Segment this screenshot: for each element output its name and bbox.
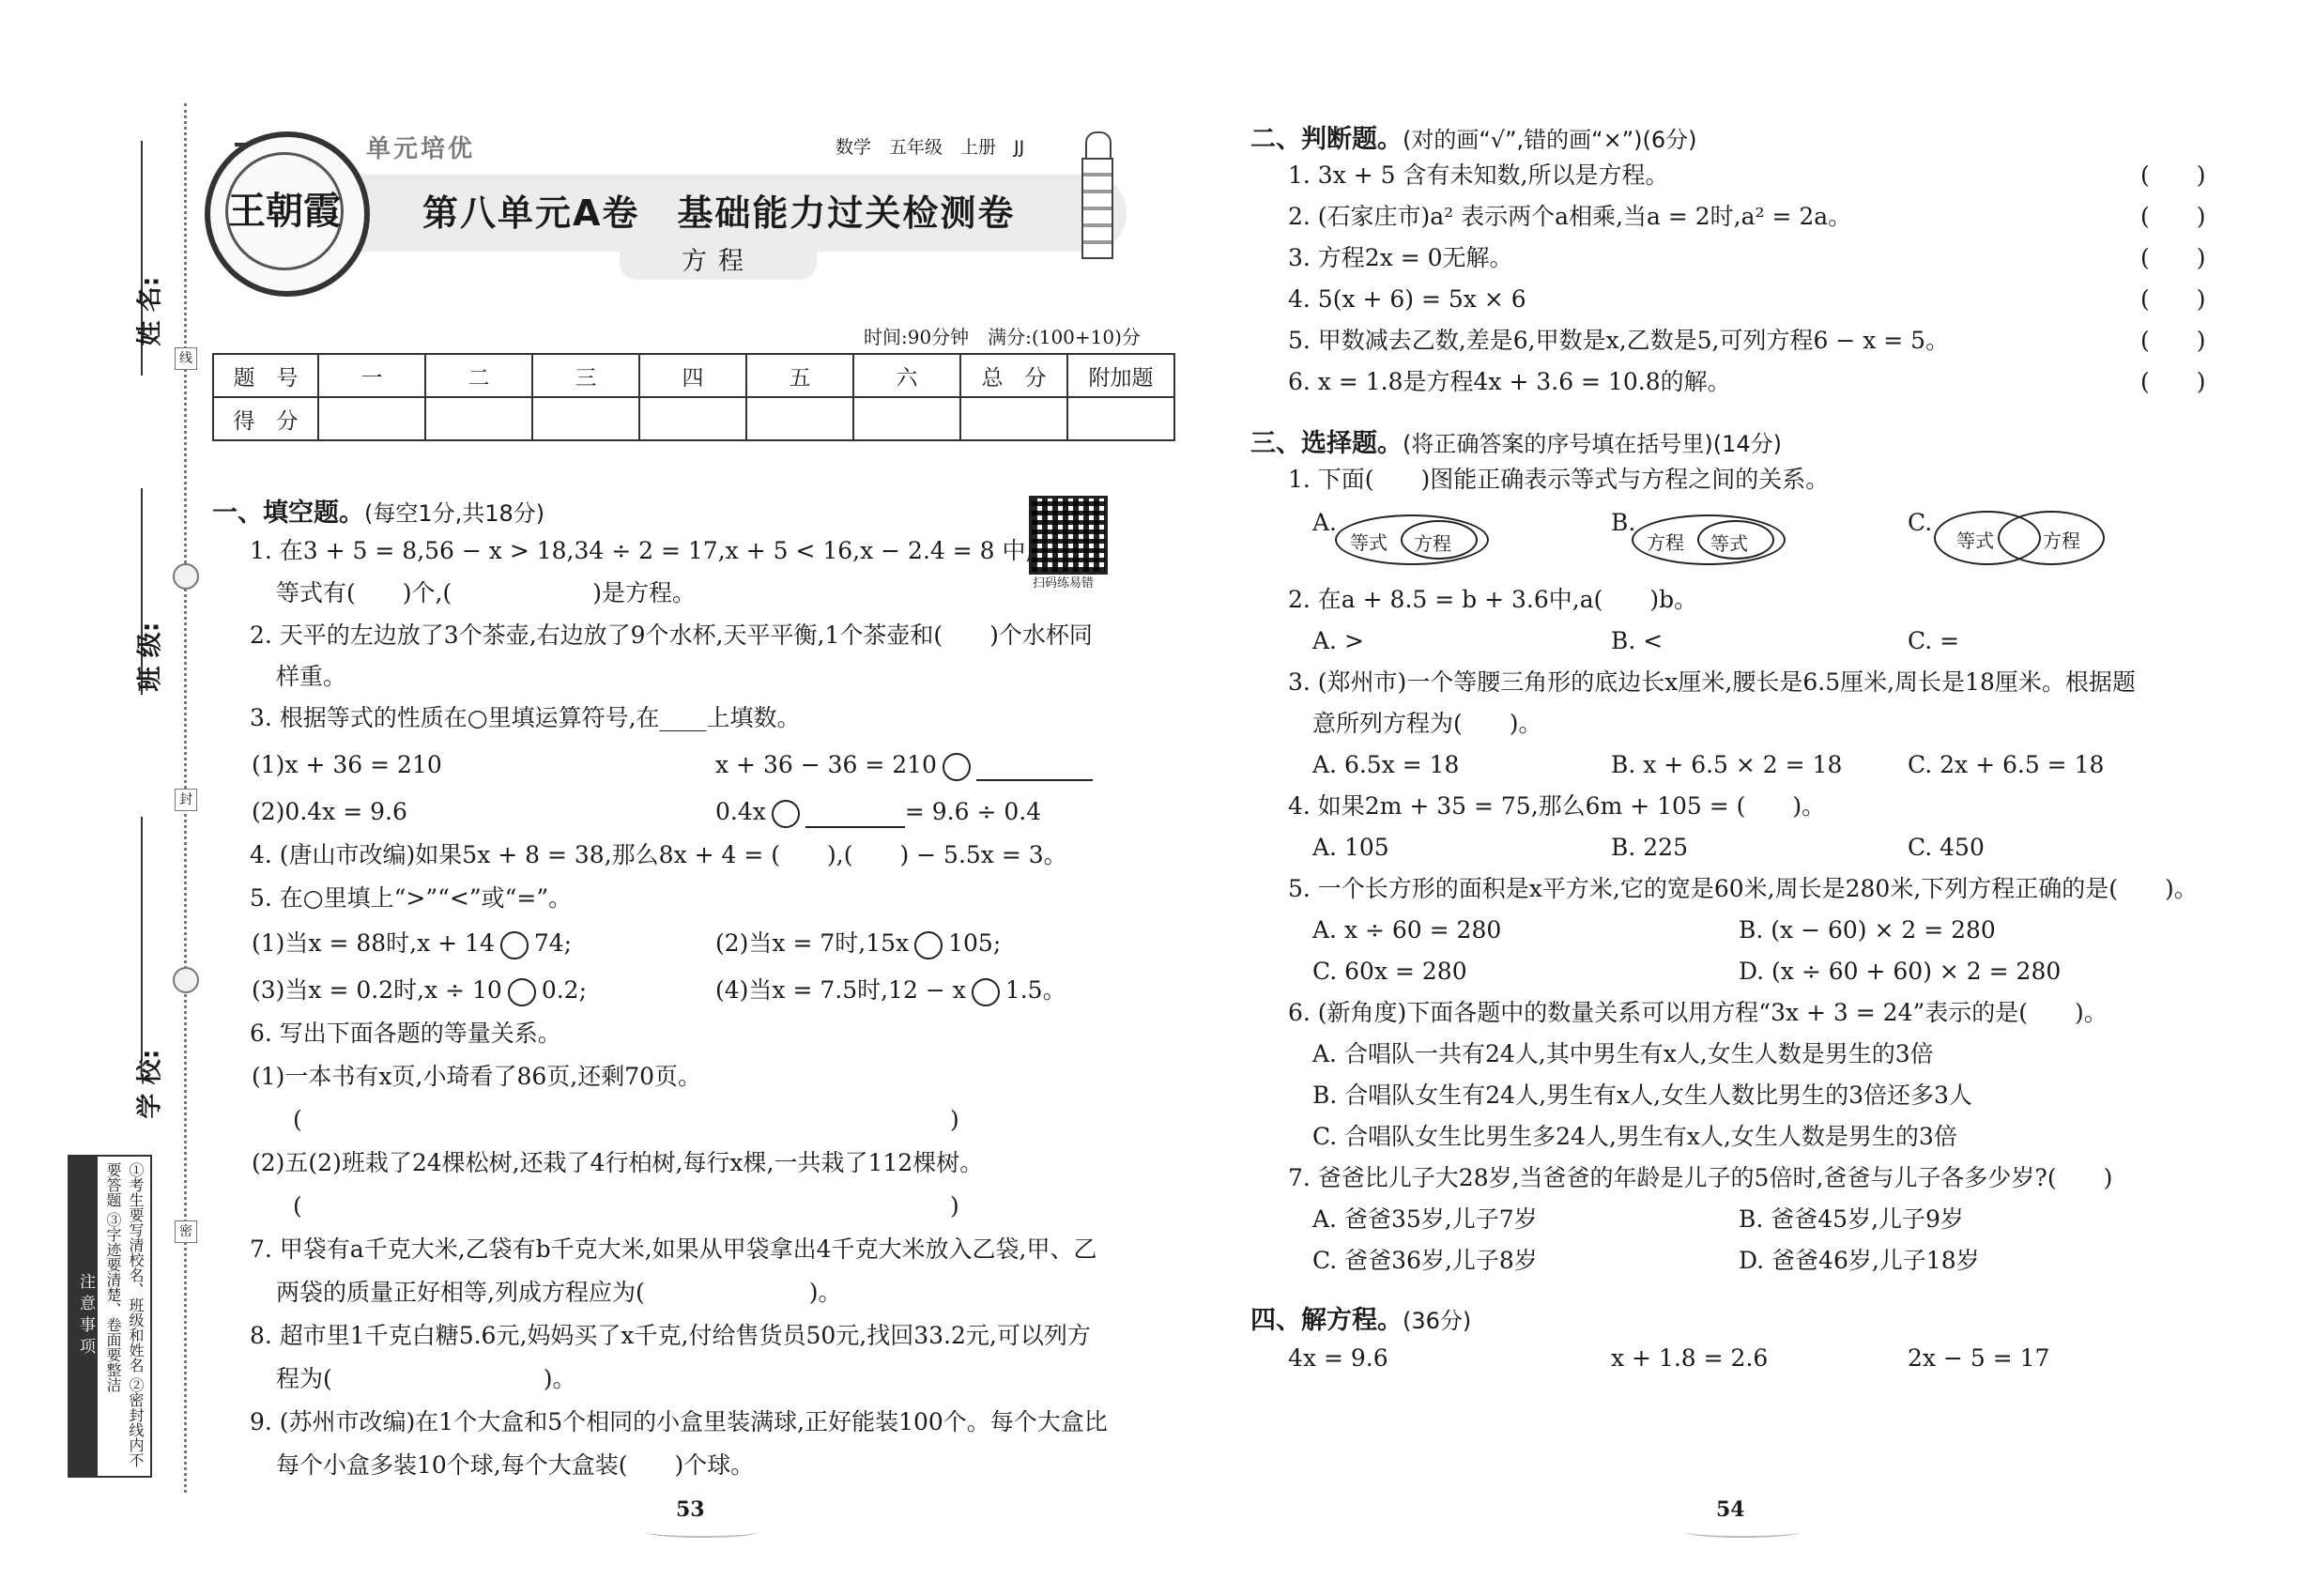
q9-line2: 每个小盒多装10个球,每个大盒装( )个球。 — [276, 1451, 755, 1479]
score-row-label: 得 分 — [213, 397, 318, 440]
q4-line: 4. (唐山市改编)如果5x + 8 = 38,那么8x + 4 = ( ),( ) − 5.5x = 3。 — [250, 841, 1067, 868]
qr-code[interactable] — [1029, 496, 1108, 575]
choice-q6: 6. (新角度)下面各题中的数量关系可以用方程“3x + 3 = 24”表示的是( )。 — [1288, 999, 2108, 1026]
answer-paren-close: ) — [950, 1192, 959, 1220]
judge-answer-6[interactable]: ( ) — [2140, 368, 2206, 395]
q3-1-left: (1)x + 36 = 210 — [252, 751, 442, 778]
q2-line1: 2. 天平的左边放了3个茶壶,右边放了9个水杯,天平平衡,1个茶壶和( )个水杯同 — [250, 622, 1093, 649]
section3-title: 三、选择题。(将正确答案的序号填在括号里)(14分) — [1250, 429, 1782, 458]
logo — [205, 131, 370, 297]
choice-q4-opt-c[interactable]: C. 450 — [1908, 834, 1985, 861]
answer-paren-open[interactable]: ( — [293, 1192, 302, 1220]
choice-q2-opt-a[interactable]: A. > — [1312, 627, 1364, 654]
choice-q2-opt-c[interactable]: C. = — [1908, 627, 1960, 654]
class-label: 班 级: — [135, 622, 165, 692]
answer-paren-close: ) — [950, 1106, 959, 1133]
equation-1: 4x = 9.6 — [1288, 1344, 1388, 1372]
score-col: 五 — [746, 354, 853, 397]
section4-title: 四、解方程。(36分) — [1250, 1306, 1472, 1335]
choice-q2: 2. 在a + 8.5 = b + 3.6中,a( )b。 — [1288, 586, 1698, 613]
name-label: 姓 名: — [135, 276, 165, 346]
answer-circle[interactable] — [943, 753, 971, 781]
section1-title: 一、填空题。(每空1分,共18分) — [212, 499, 545, 528]
score-col: 六 — [853, 354, 960, 397]
venn-c-right: 方程 — [1998, 511, 2105, 565]
judge-item-3: 3. 方程2x = 0无解。 — [1288, 244, 1513, 271]
binding-hole-bottom — [173, 967, 199, 993]
choice-q7-opt-d[interactable]: D. 爸爸46岁,儿子18岁 — [1739, 1247, 1980, 1274]
page-number-right: 54 — [1716, 1497, 1745, 1522]
series-label: 单元培优 — [366, 135, 476, 163]
venn-b-inner: 等式 — [1697, 520, 1774, 560]
q5-2: (2)当x = 7时,15x 105; — [715, 928, 1001, 959]
q8-line2: 程为( )。 — [276, 1365, 576, 1392]
school-label: 学 校: — [135, 1049, 165, 1119]
choice-q3-opt-b[interactable]: B. x + 6.5 × 2 = 18 — [1611, 751, 1843, 778]
choice-q1: 1. 下面( )图能正确表示等式与方程之间的关系。 — [1288, 466, 1830, 493]
choice-q5-opt-c[interactable]: C. 60x = 280 — [1312, 958, 1467, 985]
judge-item-6: 6. x = 1.8是方程4x + 3.6 = 10.8的解。 — [1288, 368, 1731, 395]
q3-1-right: x + 36 − 36 = 210 — [715, 749, 1093, 781]
equation-2: x + 1.8 = 2.6 — [1611, 1344, 1769, 1372]
q3-line: 3. 根据等式的性质在○里填运算符号,在____上填数。 — [250, 704, 801, 731]
judge-item-5: 5. 甲数减去乙数,差是6,甲数是x,乙数是5,可列方程6 − x = 5。 — [1288, 327, 1950, 354]
school-field-line — [141, 817, 143, 1061]
score-cell[interactable] — [1067, 397, 1174, 440]
lighthouse-icon — [1078, 131, 1115, 257]
q1-line1: 1. 在3 + 5 = 8,56 − x > 18,34 ÷ 2 = 17,x + 5 < 16,x − 2.4 = 8 中, — [250, 537, 1034, 564]
q9-line1: 9. (苏州市改编)在1个大盒和5个相同的小盒里装满球,正好能装100个。每个大盒比 — [250, 1408, 1108, 1435]
choice-q4: 4. 如果2m + 35 = 75,那么6m + 105 = ( )。 — [1288, 792, 1826, 820]
score-header-label: 题 号 — [213, 354, 318, 397]
section2-title: 二、判断题。(对的画“√”,错的画“×”)(6分) — [1250, 125, 1697, 154]
choice-q1-opt-a[interactable]: A. — [1312, 509, 1338, 536]
choice-q4-opt-a[interactable]: A. 105 — [1312, 834, 1389, 861]
score-cell[interactable] — [639, 397, 746, 440]
choice-q2-opt-b[interactable]: B. < — [1611, 627, 1664, 654]
judge-answer-3[interactable]: ( ) — [2140, 244, 2206, 271]
choice-q5-opt-b[interactable]: B. (x − 60) × 2 = 280 — [1739, 916, 1996, 944]
judge-item-2: 2. (石家庄市)a² 表示两个a相乘,当a = 2时,a² = 2a。 — [1288, 203, 1852, 230]
choice-q7-opt-a[interactable]: A. 爸爸35岁,儿子7岁 — [1312, 1205, 1538, 1233]
choice-q1-opt-b[interactable]: B. — [1611, 509, 1636, 536]
answer-circle[interactable] — [972, 978, 1000, 1006]
qr-label: 扫码练易错 — [1033, 576, 1095, 591]
score-col: 总 分 — [960, 354, 1067, 397]
q6-2: (2)五(2)班栽了24棵松树,还栽了4行柏树,每行x棵,一共栽了112棵树。 — [252, 1149, 984, 1176]
venn-a-outer: 等式 — [1335, 514, 1489, 565]
seal-char-seal: 封 — [175, 789, 197, 811]
page-title: 第八单元A卷 基础能力过关检测卷 — [422, 192, 1016, 234]
judge-answer-2[interactable]: ( ) — [2140, 203, 2206, 230]
q5-line: 5. 在○里填上“>”“<”或“=”。 — [250, 884, 573, 912]
choice-q5-opt-a[interactable]: A. x ÷ 60 = 280 — [1312, 916, 1502, 944]
q5-3: (3)当x = 0.2时,x ÷ 10 0.2; — [252, 974, 587, 1006]
judge-answer-1[interactable]: ( ) — [2140, 161, 2206, 189]
q6-1: (1)一本书有x页,小琦看了86页,还剩70页。 — [252, 1063, 702, 1090]
answer-paren-open[interactable]: ( — [293, 1106, 302, 1133]
q1-line2: 等式有( )个,( )是方程。 — [276, 579, 696, 606]
q6-line: 6. 写出下面各题的等量关系。 — [250, 1020, 561, 1047]
score-cell[interactable] — [532, 397, 639, 440]
q2-line2: 样重。 — [276, 663, 347, 690]
notes-box — [68, 1155, 152, 1478]
score-cell[interactable] — [960, 397, 1067, 440]
score-cell[interactable] — [318, 397, 425, 440]
q7-line2: 两袋的质量正好相等,列成方程应为( )。 — [276, 1279, 842, 1306]
equation-3: 2x − 5 = 17 — [1908, 1344, 2050, 1372]
choice-q6-opt-b[interactable]: B. 合唱队女生有24人,男生有x人,女生人数比男生的3倍还多3人 — [1312, 1082, 1972, 1109]
logo-text: 王朝霞 — [225, 152, 344, 270]
judge-item-1: 1. 3x + 5 含有未知数,所以是方程。 — [1288, 161, 1669, 189]
choice-q7: 7. 爸爸比儿子大28岁,当爸爸的年龄是儿子的5倍时,爸爸与儿子各多少岁?( ) — [1288, 1164, 2113, 1191]
score-col: 附加题 — [1067, 354, 1174, 397]
choice-q3-opt-c[interactable]: C. 2x + 6.5 = 18 — [1908, 751, 2105, 778]
answer-circle[interactable] — [500, 931, 529, 959]
answer-circle[interactable] — [772, 800, 800, 828]
time-info: 时间:90分钟 满分:(100+10)分 — [864, 326, 1141, 348]
notes-text: ①考生要写清校名、班级和姓名 ②密封线内不要答题 ③字迹要清楚、卷面要整洁 — [104, 1162, 145, 1468]
score-col: 二 — [425, 354, 532, 397]
seal-char-line: 线 — [175, 347, 197, 370]
q8-line1: 8. 超市里1千克白糖5.6元,妈妈买了x千克,付给售货员50元,找回33.2元,可以列方 — [250, 1322, 1091, 1349]
subject-info: 数学 五年级 上册 JJ — [836, 137, 1025, 158]
q5-1: (1)当x = 88时,x + 14 74; — [252, 928, 572, 959]
page-number-left: 53 — [676, 1497, 705, 1522]
answer-blank[interactable] — [976, 751, 1093, 781]
judge-answer-5[interactable]: ( ) — [2140, 327, 2206, 354]
choice-q3-opt-a[interactable]: A. 6.5x = 18 — [1312, 751, 1460, 778]
score-cell[interactable] — [425, 397, 532, 440]
venn-c-left: 等式 — [1934, 511, 2041, 565]
choice-q5: 5. 一个长方形的面积是x平方米,它的宽是60米,周长是280米,下列方程正确的是( )。 — [1288, 875, 2198, 902]
page-number-decoration — [646, 1527, 759, 1538]
choice-q3-line1: 3. (郑州市)一个等腰三角形的底边长x厘米,腰长是6.5厘米,周长是18厘米。根据题 — [1288, 668, 2136, 696]
score-col: 一 — [318, 354, 425, 397]
score-col: 四 — [639, 354, 746, 397]
venn-b-outer: 方程 — [1632, 514, 1786, 565]
choice-q5-opt-d[interactable]: D. (x ÷ 60 + 60) × 2 = 280 — [1739, 958, 2062, 985]
choice-q7-opt-c[interactable]: C. 爸爸36岁,儿子8岁 — [1312, 1247, 1538, 1274]
page-subtitle: 方程 — [620, 244, 817, 280]
choice-q7-opt-b[interactable]: B. 爸爸45岁,儿子9岁 — [1739, 1205, 1964, 1233]
answer-circle[interactable] — [508, 978, 536, 1006]
choice-q3-line2: 意所列方程为( )。 — [1312, 710, 1542, 737]
q5-4: (4)当x = 7.5时,12 − x 1.5。 — [715, 974, 1066, 1006]
seal-char-secret: 密 — [175, 1220, 197, 1243]
choice-q1-opt-c[interactable]: C. — [1908, 509, 1933, 536]
judge-answer-4[interactable]: ( ) — [2140, 285, 2206, 313]
binding-hole-top — [173, 563, 199, 590]
score-cell[interactable] — [746, 397, 853, 440]
notes-title: 注意事项 — [69, 1157, 98, 1476]
choice-q4-opt-b[interactable]: B. 225 — [1611, 834, 1688, 861]
score-col: 三 — [532, 354, 639, 397]
answer-circle[interactable] — [914, 931, 943, 959]
page-number-decoration — [1686, 1527, 1799, 1538]
choice-q6-opt-c[interactable]: C. 合唱队女生比男生多24人,男生有x人,女生人数是男生的3倍 — [1312, 1123, 1957, 1150]
venn-a-inner: 方程 — [1401, 520, 1478, 560]
answer-blank[interactable] — [805, 798, 905, 828]
score-table — [212, 353, 1175, 441]
judge-item-4: 4. 5(x + 6) = 5x × 6 — [1288, 285, 1526, 313]
q3-2-right: 0.4x = 9.6 ÷ 0.4 — [715, 796, 1041, 828]
q7-line1: 7. 甲袋有a千克大米,乙袋有b千克大米,如果从甲袋拿出4千克大米放入乙袋,甲、乙 — [250, 1235, 1097, 1263]
choice-q6-opt-a[interactable]: A. 合唱队一共有24人,其中男生有x人,女生人数是男生的3倍 — [1312, 1040, 1934, 1067]
score-cell[interactable] — [853, 397, 960, 440]
q3-2-left: (2)0.4x = 9.6 — [252, 798, 407, 825]
